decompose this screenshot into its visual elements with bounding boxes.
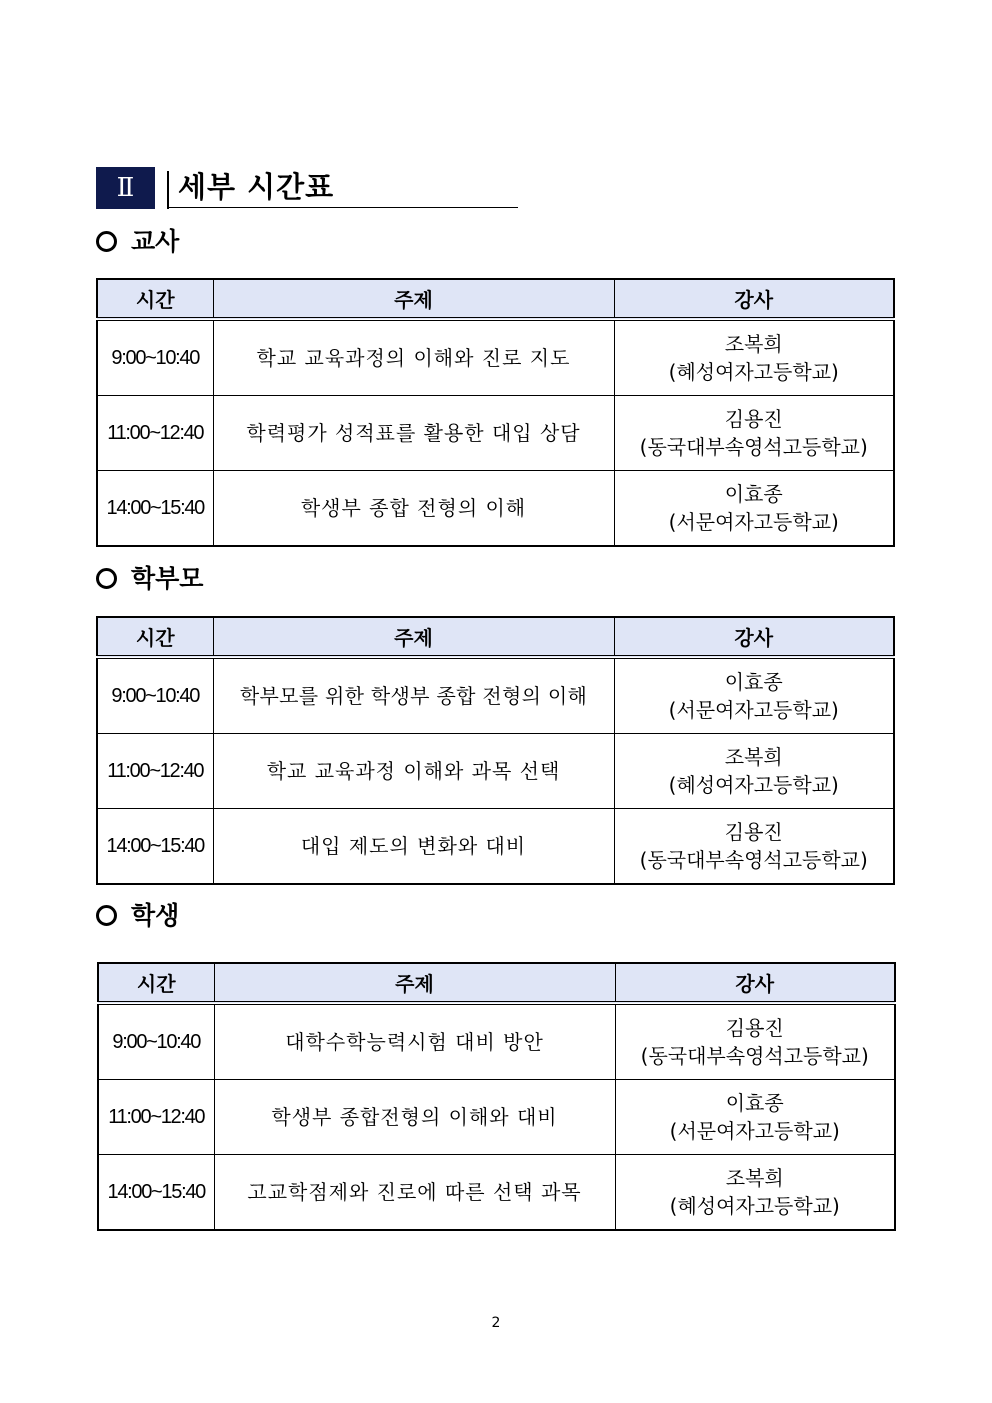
teacher-school: (동국대부속영석고등학교): [640, 1044, 869, 1068]
topic-cell: 학교 교육과정 이해와 과목 선택: [213, 734, 614, 809]
topic-cell: 학생부 종합전형의 이해와 대비: [214, 1080, 615, 1155]
table-row: [98, 1080, 895, 1155]
section-title-parents: 학부모: [96, 561, 203, 597]
teacher-name: 이효종: [724, 670, 783, 694]
teacher-cell: [614, 809, 894, 885]
circle-bullet-icon: [96, 568, 117, 589]
page-title: 세부 시간표: [178, 170, 335, 204]
time-cell: 14:00~15:40: [97, 809, 213, 885]
circle-bullet-icon: [96, 905, 117, 926]
topic-cell: 대학수학능력시험 대비 방안: [214, 1003, 615, 1080]
teacher-cell: [614, 319, 894, 396]
heading-underline: [167, 207, 518, 208]
column-header-time: 시간: [97, 617, 213, 657]
teacher-name: 김용진: [724, 820, 783, 844]
teacher-cell: [615, 1080, 895, 1155]
column-header-time: 시간: [98, 963, 214, 1003]
table-row: [97, 809, 894, 885]
topic-cell: 학부모를 위한 학생부 종합 전형의 이해: [213, 657, 614, 734]
teacher-name: 김용진: [724, 407, 783, 431]
teacher-cell: [615, 1155, 895, 1231]
time-cell: 11:00~12:40: [98, 1080, 214, 1155]
teacher-school: (서문여자고등학교): [668, 510, 839, 534]
table-row: [97, 657, 894, 734]
teacher-name: 조복희: [725, 1166, 784, 1190]
page-number: 2: [491, 1315, 501, 1331]
section-heading: [96, 167, 518, 209]
roman-numeral-badge: Ⅱ: [96, 167, 155, 209]
table-header-row: [97, 617, 894, 657]
topic-cell: 고교학점제와 진로에 따른 선택 과목: [214, 1155, 615, 1231]
column-header-topic: 주제: [214, 963, 615, 1003]
table-row: [97, 734, 894, 809]
section-title-teachers: 교사: [96, 224, 179, 260]
time-cell: 11:00~12:40: [97, 396, 213, 471]
table-row: [97, 396, 894, 471]
table-row: [98, 1155, 895, 1231]
teacher-cell: [614, 471, 894, 547]
circle-bullet-icon: [96, 231, 117, 252]
column-header-teacher: 강사: [614, 279, 894, 319]
table-row: [97, 471, 894, 547]
schedule-table-teachers: [96, 278, 895, 547]
column-header-time: 시간: [97, 279, 213, 319]
teacher-name: 김용진: [725, 1016, 784, 1040]
teacher-name: 이효종: [724, 482, 783, 506]
table-row: [98, 1003, 895, 1080]
schedule-table-students: [97, 962, 896, 1231]
section-title-students: 학생: [96, 898, 179, 934]
topic-cell: 학생부 종합 전형의 이해: [213, 471, 614, 547]
teacher-school: (서문여자고등학교): [669, 1119, 840, 1143]
time-cell: 9:00~10:40: [97, 657, 213, 734]
teacher-school: (혜성여자고등학교): [668, 773, 839, 797]
teacher-school: (동국대부속영석고등학교): [639, 848, 868, 872]
time-cell: 9:00~10:40: [97, 319, 213, 396]
topic-cell: 대입 제도의 변화와 대비: [213, 809, 614, 885]
teacher-name: 이효종: [725, 1091, 784, 1115]
time-cell: 9:00~10:40: [98, 1003, 214, 1080]
teacher-school: (서문여자고등학교): [668, 698, 839, 722]
teacher-name: 조복희: [724, 332, 783, 356]
heading-divider: [167, 171, 169, 209]
table-row: [97, 319, 894, 396]
column-header-topic: 주제: [213, 617, 614, 657]
teacher-name: 조복희: [724, 745, 783, 769]
teacher-cell: [614, 734, 894, 809]
column-header-topic: 주제: [213, 279, 614, 319]
time-cell: 14:00~15:40: [97, 471, 213, 547]
column-header-teacher: 강사: [614, 617, 894, 657]
teacher-cell: [615, 1003, 895, 1080]
column-header-teacher: 강사: [615, 963, 895, 1003]
topic-cell: 학교 교육과정의 이해와 진로 지도: [213, 319, 614, 396]
teacher-school: (혜성여자고등학교): [669, 1194, 840, 1218]
teacher-cell: [614, 657, 894, 734]
schedule-table-parents: [96, 616, 895, 885]
time-cell: 14:00~15:40: [98, 1155, 214, 1231]
topic-cell: 학력평가 성적표를 활용한 대입 상담: [213, 396, 614, 471]
teacher-cell: [614, 396, 894, 471]
teacher-school: (혜성여자고등학교): [668, 360, 839, 384]
table-header-row: [97, 279, 894, 319]
time-cell: 11:00~12:40: [97, 734, 213, 809]
table-header-row: [98, 963, 895, 1003]
teacher-school: (동국대부속영석고등학교): [639, 435, 868, 459]
